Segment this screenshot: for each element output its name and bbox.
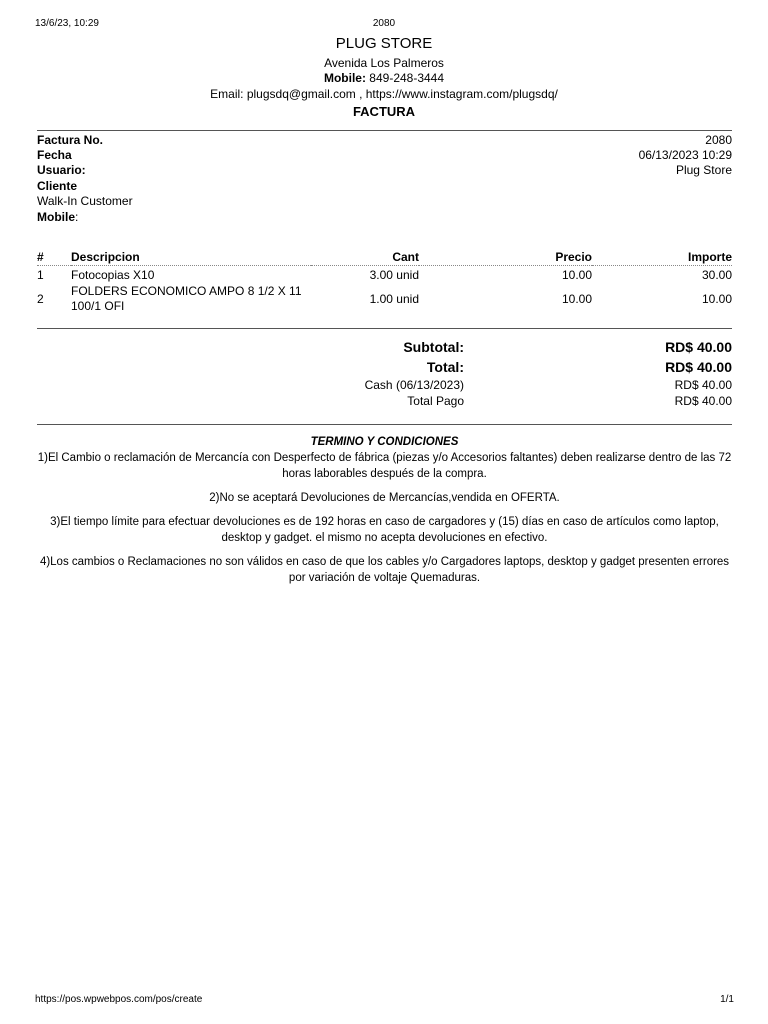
store-mobile-value: 849-248-3444: [369, 71, 445, 85]
item-num: 2: [37, 292, 44, 306]
client-mobile-sep: :: [75, 210, 79, 224]
cash-row: [37, 378, 732, 394]
col-price: Precio: [419, 248, 592, 266]
cash-value: RD$ 40.00: [674, 378, 732, 392]
terms-item: 3)El tiempo límite para efectuar devoluciones es de 192 horas en caso de cargadores y (15) días en caso de artículos como laptop, desktop y gadget. el mismo no acepta devoluciones en efectivo.: [50, 516, 719, 544]
items-header-row: [37, 248, 732, 266]
item-qty: 3.00 unid: [369, 268, 419, 282]
divider: [37, 130, 732, 131]
item-amount: 30.00: [701, 268, 732, 282]
terms-block: [37, 434, 732, 594]
items-table: [37, 248, 732, 314]
client-name-row: [37, 194, 732, 209]
subtotal-value: RD$ 40.00: [665, 339, 732, 355]
invoice-date: 06/13/2023 10:29: [638, 148, 732, 162]
paid-label: Total Pago: [407, 394, 464, 408]
total-value: RD$ 40.00: [665, 359, 732, 375]
terms-item: 4)Los cambios o Reclamaciones no son válidos en caso de que los cables y/o Cargadores laptops, desktop y gadget presenten errores por variación de voltaje Quemaduras.: [39, 556, 730, 584]
cash-label: Cash (06/13/2023): [364, 378, 464, 392]
item-num: 1: [37, 268, 44, 282]
client-label: Cliente: [37, 179, 78, 193]
invoice-date-label: Fecha: [37, 148, 72, 162]
store-mobile: [0, 71, 768, 85]
divider: [37, 328, 732, 329]
col-num: #: [37, 248, 71, 266]
invoice-user-label: Usuario:: [37, 163, 86, 177]
item-amount: 10.00: [701, 292, 732, 306]
terms-item: 1)El Cambio o reclamación de Mercancía con Desperfecto de fábrica (piezas y/o Accesorios faltantes) deben realizarse dentro de las 72 horas laborables después de la compra.: [37, 452, 732, 480]
item-desc: FOLDERS ECONOMICO AMPO 8 1/2 X 11 100/1 OFI: [71, 284, 302, 313]
item-qty: 1.00 unid: [369, 292, 419, 306]
subtotal-row: [37, 339, 732, 359]
paid-row: [37, 394, 732, 410]
subtotal-label: Subtotal:: [403, 339, 464, 355]
terms-title: TERMINO Y CONDICIONES: [310, 436, 459, 448]
col-desc: Descripcion: [71, 248, 311, 266]
invoice-number-row: [37, 133, 732, 148]
invoice-date-row: [37, 148, 732, 163]
client-mobile-row: [37, 210, 732, 225]
store-email: Email: plugsdq@gmail.com , https://www.instagram.com/plugsdq/: [210, 87, 558, 101]
total-row: [37, 359, 732, 378]
paid-value: RD$ 40.00: [674, 394, 732, 408]
invoice-number: 2080: [705, 133, 732, 147]
invoice-user: Plug Store: [675, 163, 732, 177]
print-page-number: 1/1: [720, 994, 734, 1005]
print-doc-title: 2080: [372, 18, 396, 29]
store-address: Avenida Los Palmeros: [324, 56, 444, 70]
table-row: [37, 282, 732, 314]
divider: [37, 424, 732, 425]
table-row: [37, 266, 732, 283]
invoice-number-label: Factura No.: [37, 133, 104, 147]
col-amount: Importe: [592, 248, 732, 266]
print-footer-url: https://pos.wpwebpos.com/pos/create: [35, 994, 203, 1005]
item-price: 10.00: [561, 292, 592, 306]
client-name: Walk-In Customer: [37, 194, 133, 208]
store-mobile-label: Mobile:: [323, 71, 366, 85]
client-mobile-label: Mobile: [37, 210, 75, 224]
invoice-user-row: [37, 163, 732, 178]
item-desc: Fotocopias X10: [71, 268, 155, 282]
document-title: FACTURA: [352, 104, 416, 119]
totals-block: [37, 339, 732, 410]
client-label-row: [37, 179, 732, 194]
store-name: PLUG STORE: [335, 35, 433, 52]
col-qty: Cant: [311, 248, 419, 266]
total-label: Total:: [426, 359, 464, 375]
terms-item: 2)No se aceptará Devoluciones de Mercancías,vendida en OFERTA.: [209, 492, 560, 504]
item-price: 10.00: [561, 268, 592, 282]
print-datetime: 13/6/23, 10:29: [35, 18, 99, 29]
